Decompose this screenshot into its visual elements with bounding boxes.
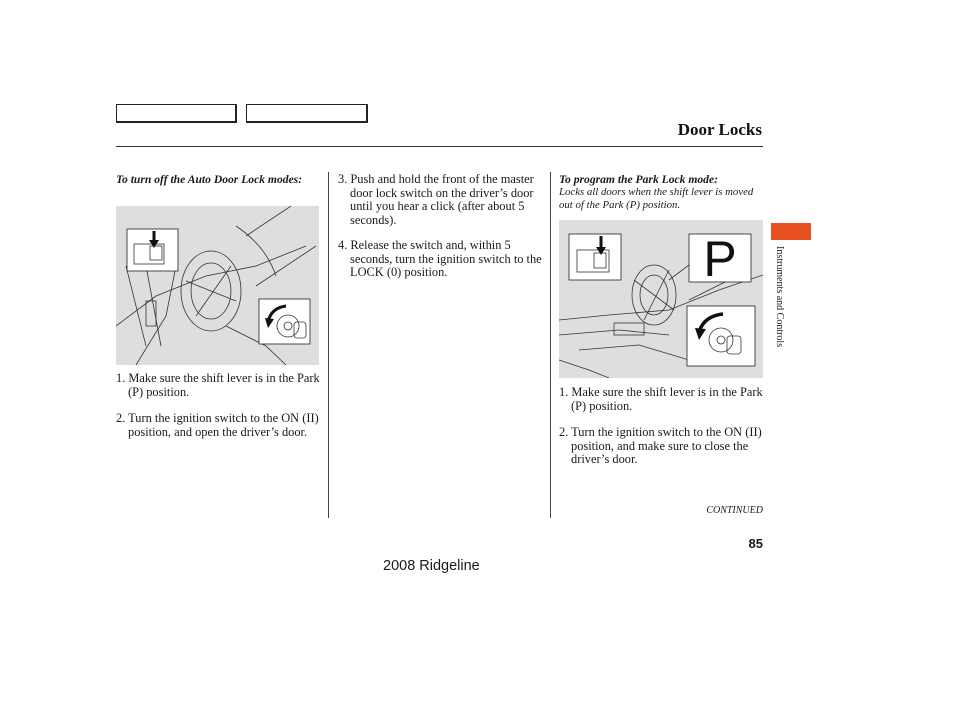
door-switch-inset-park <box>569 234 621 280</box>
left-step-1: 1. Make sure the shift lever is in the Park (P) position. <box>116 371 320 399</box>
right-subheading: Locks all doors when the shift lever is moved out of the Park (P) position. <box>559 186 754 211</box>
p-symbol: P <box>703 231 737 287</box>
door-switch-inset <box>127 229 178 271</box>
section-side-label <box>771 246 787 372</box>
column-divider-1 <box>328 172 329 518</box>
ignition-inset <box>259 299 310 344</box>
left-step-2: 2. Turn the ignition switch to the ON (II) position, and open the driver’s door. <box>116 411 319 439</box>
left-heading: To turn off the Auto Door Lock modes: <box>116 173 303 186</box>
p-symbol-box <box>689 231 751 287</box>
page-number: 85 <box>748 536 763 551</box>
middle-step-3: 3. Push and hold the front of the master door lock switch on the driver’s door until you hear a click (after about 5 seconds). <box>338 172 534 227</box>
header-rule <box>116 146 763 147</box>
middle-step-4: 4. Release the switch and, within 5 seconds, turn the ignition switch to the LOCK (0) position. <box>338 238 542 280</box>
nav-box-table-of-contents[interactable] <box>246 104 368 123</box>
footer-model: 2008 Ridgeline <box>383 558 480 574</box>
figure-door-lock-switch <box>116 206 319 365</box>
ignition-inset-park <box>687 306 755 366</box>
page-title: Door Locks <box>677 120 762 139</box>
figure-park-lock <box>559 220 763 378</box>
section-side-label-text: Instruments and Controls <box>774 246 785 348</box>
dashboard-illustration-park <box>559 220 763 378</box>
right-heading: To program the Park Lock mode: <box>559 173 718 186</box>
dashboard-illustration <box>116 206 319 365</box>
right-step-2: 2. Turn the ignition switch to the ON (II) position, and make sure to close the driver’s door. <box>559 425 762 467</box>
nav-box-main-menu[interactable] <box>116 104 237 123</box>
continued-note: CONTINUED <box>706 505 763 516</box>
right-step-1: 1. Make sure the shift lever is in the Park (P) position. <box>559 385 763 413</box>
section-tab-marker <box>771 223 811 240</box>
